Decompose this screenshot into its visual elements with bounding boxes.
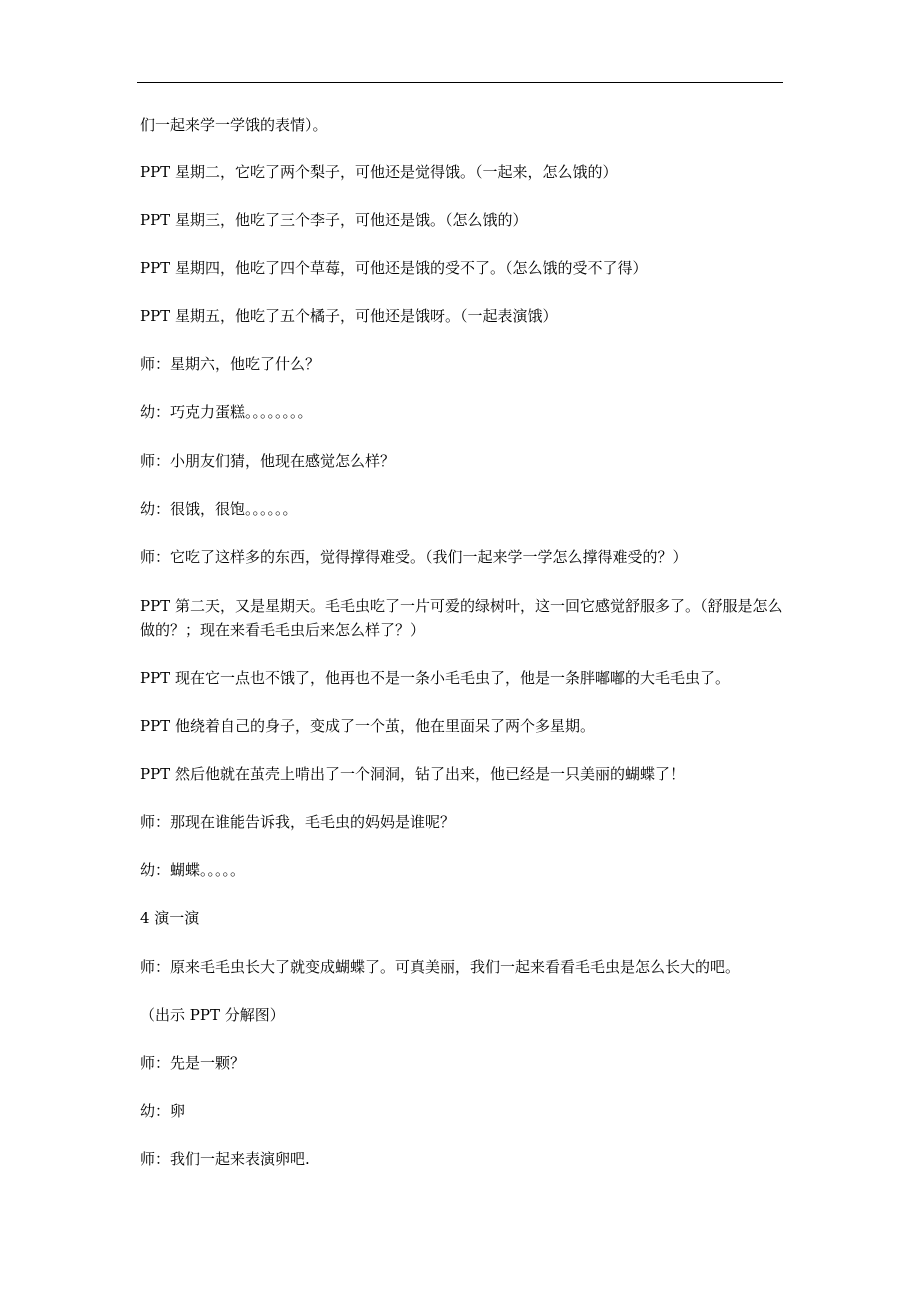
- text-line: PPT 然后他就在茧壳上啃出了一个洞洞，钻了出来，他已经是一只美丽的蝴蝶了！: [140, 765, 685, 783]
- text-line: 师：我们一起来表演卵吧.: [140, 1150, 310, 1168]
- text-line: 师：星期六，他吃了什么？: [140, 355, 321, 373]
- text-line: 师：它吃了这样多的东西，觉得撑得难受。（我们一起来学一学怎么撑得难受的？）: [140, 548, 688, 566]
- text-line: 师：原来毛毛虫长大了就变成蝴蝶了。可真美丽，我们一起来看看毛毛虫是怎么长大的吧。: [140, 958, 741, 976]
- text-line: PPT 他绕着自己的身子，变成了一个茧，他在里面呆了两个多星期。: [140, 717, 595, 735]
- text-line: PPT 星期三，他吃了三个李子，可他还是饿。（怎么饿的）: [140, 211, 528, 229]
- text-line: 幼：蝴蝶。。。。。: [140, 861, 246, 879]
- text-line: 师：小朋友们猜，他现在感觉怎么样？: [140, 452, 396, 470]
- text-line: 们一起来学一学饿的表情）。: [140, 116, 328, 134]
- text-line: PPT 星期二，它吃了两个梨子，可他还是觉得饿。（一起来，怎么饿的）: [140, 163, 618, 181]
- header-rule: [137, 82, 783, 83]
- text-line: PPT 星期四，他吃了四个草莓，可他还是饿的受不了。（怎么饿的受不了得）: [140, 259, 648, 277]
- text-line: PPT 星期五，他吃了五个橘子，可他还是饿呀。（一起表演饿）: [140, 307, 558, 325]
- section-heading: 4 演一演: [140, 909, 200, 927]
- text-line: 幼：很饿，很饱。。。。。。: [140, 500, 298, 518]
- text-line: PPT 现在它一点也不饿了，他再也不是一条小毛毛虫了，他是一条胖嘟嘟的大毛毛虫了。: [140, 669, 730, 687]
- text-line: 师：先是一颗？: [140, 1054, 246, 1072]
- text-line: 幼：卵: [140, 1102, 186, 1120]
- text-paragraph: PPT 第二天，又是星期天。毛毛虫吃了一片可爱的绿树叶，这一回它感觉舒服多了。（舒服是怎么做的？；现在来看毛毛虫后来怎么样了？）: [140, 597, 783, 639]
- text-line: 幼：巧克力蛋糕。。。。。。。。: [140, 403, 313, 421]
- text-line: （出示 PPT 分解图）: [140, 1006, 285, 1024]
- text-line: 师：那现在谁能告诉我，毛毛虫的妈妈是谁呢？: [140, 813, 456, 831]
